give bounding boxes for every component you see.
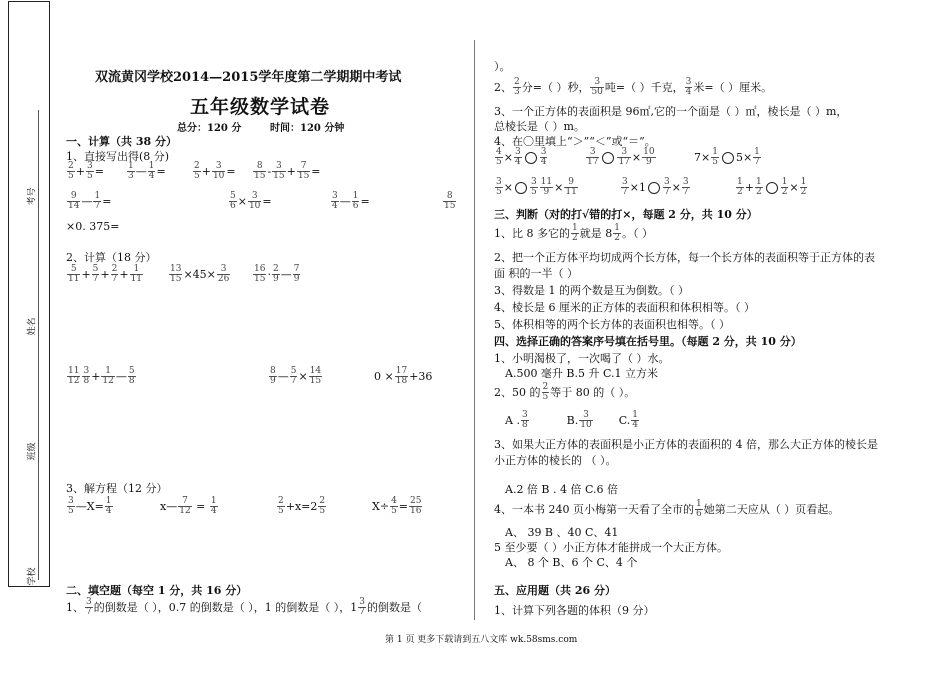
app-q1: 1、计算下列各题的体积（9 分） — [494, 604, 655, 617]
calc-item: $\frac{5}{11}$ + $\frac{5}{7}$ + $\frac{2}{7}$ + $\frac{1}{11}$ — [68, 264, 143, 285]
name-label: 姓名 — [27, 317, 38, 336]
choice-1-options: A.500 毫升 B.5 升 C.1 立方米 — [505, 367, 659, 380]
choice-2-opt-b: B. — [566, 413, 579, 427]
section-4-title: 四、选择正确的答案序号填在括号里。（每题 2 分，共 10 分） — [494, 335, 802, 348]
choice-5-options: A、 8 个 B、6 个 C、4 个 — [505, 556, 638, 569]
exam-no-label: 考号 — [27, 187, 38, 206]
choice-2-a: 2、50 的 — [494, 385, 541, 399]
main-title: 五年级数学试卷 — [190, 96, 331, 118]
choice-2-options: A . $\frac{3}{8}$ B. $\frac{3}{10}$ C. $\frac{1}{4}$ — [505, 410, 638, 431]
judge-1-b: 就是 8 — [579, 226, 613, 240]
judge-1: 1、比 8 多它的 $\frac{1}{2}$ 就是 8 $\frac{1}{2}$ 。（ ） — [494, 223, 653, 244]
binding-strip — [8, 1, 50, 587]
calc-item: $\frac{11}{12}$ $\frac{3}{8}$ + $\frac{1}{12}$ — $\frac{5}{8}$ — [68, 366, 135, 387]
calc-item: $\frac{8}{15}$ — [444, 191, 456, 212]
choice-2: 2、50 的 $\frac{2}{5}$ 等于 80 的（ ）。 — [494, 382, 636, 403]
judge-1-a: 1、比 8 多它的 — [494, 226, 570, 240]
fill-q2-b: 吨=（ ）千克， — [604, 80, 684, 94]
binding-line — [38, 110, 39, 580]
calc-item: $\frac{13}{15}$ ×45× $\frac{3}{26}$ — [170, 264, 230, 285]
compare-item: $\frac{3}{7}$ ×1 $\frac{3}{7}$ × $\frac{3}{7}$ — [622, 177, 689, 198]
choice-4: 4、一本书 240 页小梅第一天看了全市的 $\frac{1}{6}$ 她第二天应从（ ）页看起。 — [494, 499, 840, 520]
page-footer: 第 1 页 更多下载请到五八文库 wk.58sms.com — [385, 635, 578, 645]
choice-4-options: A、 39 B 、40 C、41 — [505, 526, 619, 539]
fill-q1: 1、 $\frac{3}{7}$ 的倒数是（ ），0.7 的倒数是（ ），1 的倒数是（ ），1 $\frac{3}{7}$ 的倒数是（ — [66, 597, 422, 618]
equation-item: $\frac{3}{5}$ —X= $\frac{1}{4}$ — [68, 496, 112, 517]
choice-4-b: 她第二天应从（ ）页看起。 — [703, 502, 840, 516]
section-5-title: 五、应用题（共 26 分） — [494, 584, 616, 597]
fill-q1-num: 1、 — [66, 600, 84, 614]
calc-item: $\frac{16}{15}$ · $\frac{2}{9}$ — $\frac{7}{9}$ — [254, 264, 300, 285]
equation-item: x— $\frac{7}{12}$ = $\frac{1}{4}$ — [160, 496, 217, 517]
fill-q4: 4、在〇里填上“＞”“＜”或“＝”。 — [494, 135, 656, 148]
calc-item: 0 × $\frac{17}{18}$ +36 — [374, 366, 433, 387]
calc-item: $\frac{9}{14}$ — $\frac{1}{7}$ = — [68, 191, 112, 212]
school-label: 学校 — [27, 567, 38, 586]
section-1-title: 一、计算（共 38 分） — [66, 135, 177, 148]
column-divider — [474, 40, 475, 620]
choice-3-line1: 3、如果大正方体的表面积是小正方体的表面积的 4 倍，那么大正方体的棱长是 — [494, 438, 878, 451]
sub-1-title: 1、直接写出得(8 分) — [66, 150, 170, 163]
calc-item: $\frac{3}{4}$ — $\frac{1}{6}$ = — [332, 191, 370, 212]
fill-q2-c: 米=（ ）厘米。 — [693, 80, 773, 94]
fill-q2: 2、 $\frac{2}{3}$ 分=（ ）秒， $\frac{3}{50}$ 吨=（ ）千克， $\frac{3}{4}$ 米=（ ）厘米。 — [494, 77, 773, 98]
equation-item: $\frac{2}{5}$ +x=2 $\frac{2}{5}$ — [278, 496, 326, 517]
calc-item: $\frac{2}{5}$ + $\frac{3}{5}$ = — [68, 161, 104, 182]
calc-item: ×0. 375= — [66, 220, 120, 233]
score-label: 总分：120 分 — [177, 123, 242, 134]
calc-item: $\frac{2}{5}$ + $\frac{3}{10}$ = — [194, 161, 236, 182]
judge-1-c: 。（ ） — [621, 226, 653, 240]
compare-item: $\frac{3}{5}$ × $\frac{3}{5}$ $\frac{11}{9}$ × $\frac{9}{11}$ — [496, 177, 577, 198]
calc-item: $\frac{1}{3}$ — $\frac{1}{4}$ = — [128, 161, 166, 182]
compare-item: $\frac{1}{2}$ + $\frac{1}{2}$ $\frac{1}{2}$ × $\frac{1}{2}$ — [737, 177, 807, 198]
calc-item: $\frac{5}{6}$ × $\frac{3}{10}$ = — [230, 191, 272, 212]
choice-3-options: A.2 倍 B . 4 倍 C.6 倍 — [505, 483, 619, 496]
sub-3-title: 3、解方程（12 分） — [66, 482, 168, 495]
fill-q1-cont: ）。 — [494, 60, 511, 73]
section-3-title: 三、判断（对的打√错的打×，每题 2 分，共 10 分） — [494, 208, 758, 221]
calc-item: $\frac{8}{9}$ — $\frac{5}{7}$ × $\frac{14}{15}$ — [270, 366, 322, 387]
choice-3-line2: 小正方体的棱长的 （ ）。 — [494, 454, 617, 467]
compare-item: $\frac{3}{17}$ $\frac{3}{17}$ × $\frac{10}{9}$ — [587, 147, 655, 168]
fill-q3-line2: 总棱长是（ ）m。 — [494, 120, 585, 133]
compare-item: 7× $\frac{1}{5}$ 5× $\frac{1}{7}$ — [694, 147, 760, 168]
judge-2-line2: 面 积的一半（ ） — [494, 267, 578, 280]
fill-q2-a: 分=（ ）秒， — [521, 80, 590, 94]
choice-2-opt-a: A . — [505, 413, 520, 427]
calc-item: $\frac{8}{15}$ - $\frac{3}{15}$ + $\frac{7}{15}$ = — [254, 161, 321, 182]
equation-item: X÷ $\frac{4}{5}$ = $\frac{25}{16}$ — [372, 496, 422, 517]
class-label: 班级 — [27, 442, 38, 461]
sub-2-title: 2、计算（18 分） — [66, 251, 157, 264]
choice-1: 1、小明渴极了，一次喝了（ ）水。 — [494, 352, 670, 365]
compare-item: $\frac{4}{5}$ × $\frac{3}{4}$ $\frac{3}{4}$ — [496, 147, 547, 168]
section-2-title: 二、填空题（每空 1 分，共 16 分） — [66, 584, 248, 597]
judge-5: 5、体积相等的两个长方体的表面积也相等。（ ） — [494, 318, 730, 331]
time-label: 时间：120 分钟 — [270, 123, 345, 134]
judge-4: 4、棱长是 6 厘米的正方体的表面积和体积相等。（ ） — [494, 301, 755, 314]
fill-q1-text: 的倒数是（ ），0.7 的倒数是（ ），1 的倒数是（ ），1 — [93, 600, 358, 614]
choice-2-b: 等于 80 的（ ）。 — [550, 385, 636, 399]
choice-5: 5 至少要（ ）小正方体才能拼成一个大正方体。 — [494, 541, 728, 554]
fill-q2-num: 2、 — [494, 80, 512, 94]
fill-q3-line1: 3、一个正方体的表面积是 96㎡,它的一个面是（ ）㎡，棱长是（ ）m， — [494, 105, 848, 118]
fill-q1-end: 的倒数是（ — [366, 600, 422, 614]
school-title: 双流黄冈学校2014—2015学年度第二学期期中考试 — [95, 70, 402, 85]
choice-2-opt-c: C. — [618, 413, 631, 427]
choice-4-a: 4、一本书 240 页小梅第一天看了全市的 — [494, 502, 694, 516]
judge-2-line1: 2、把一个正方体平均切成两个长方体，每一个长方体的表面积等于正方体的表 — [494, 251, 875, 264]
judge-3: 3、得数是 1 的两个数是互为倒数。（ ） — [494, 284, 689, 297]
